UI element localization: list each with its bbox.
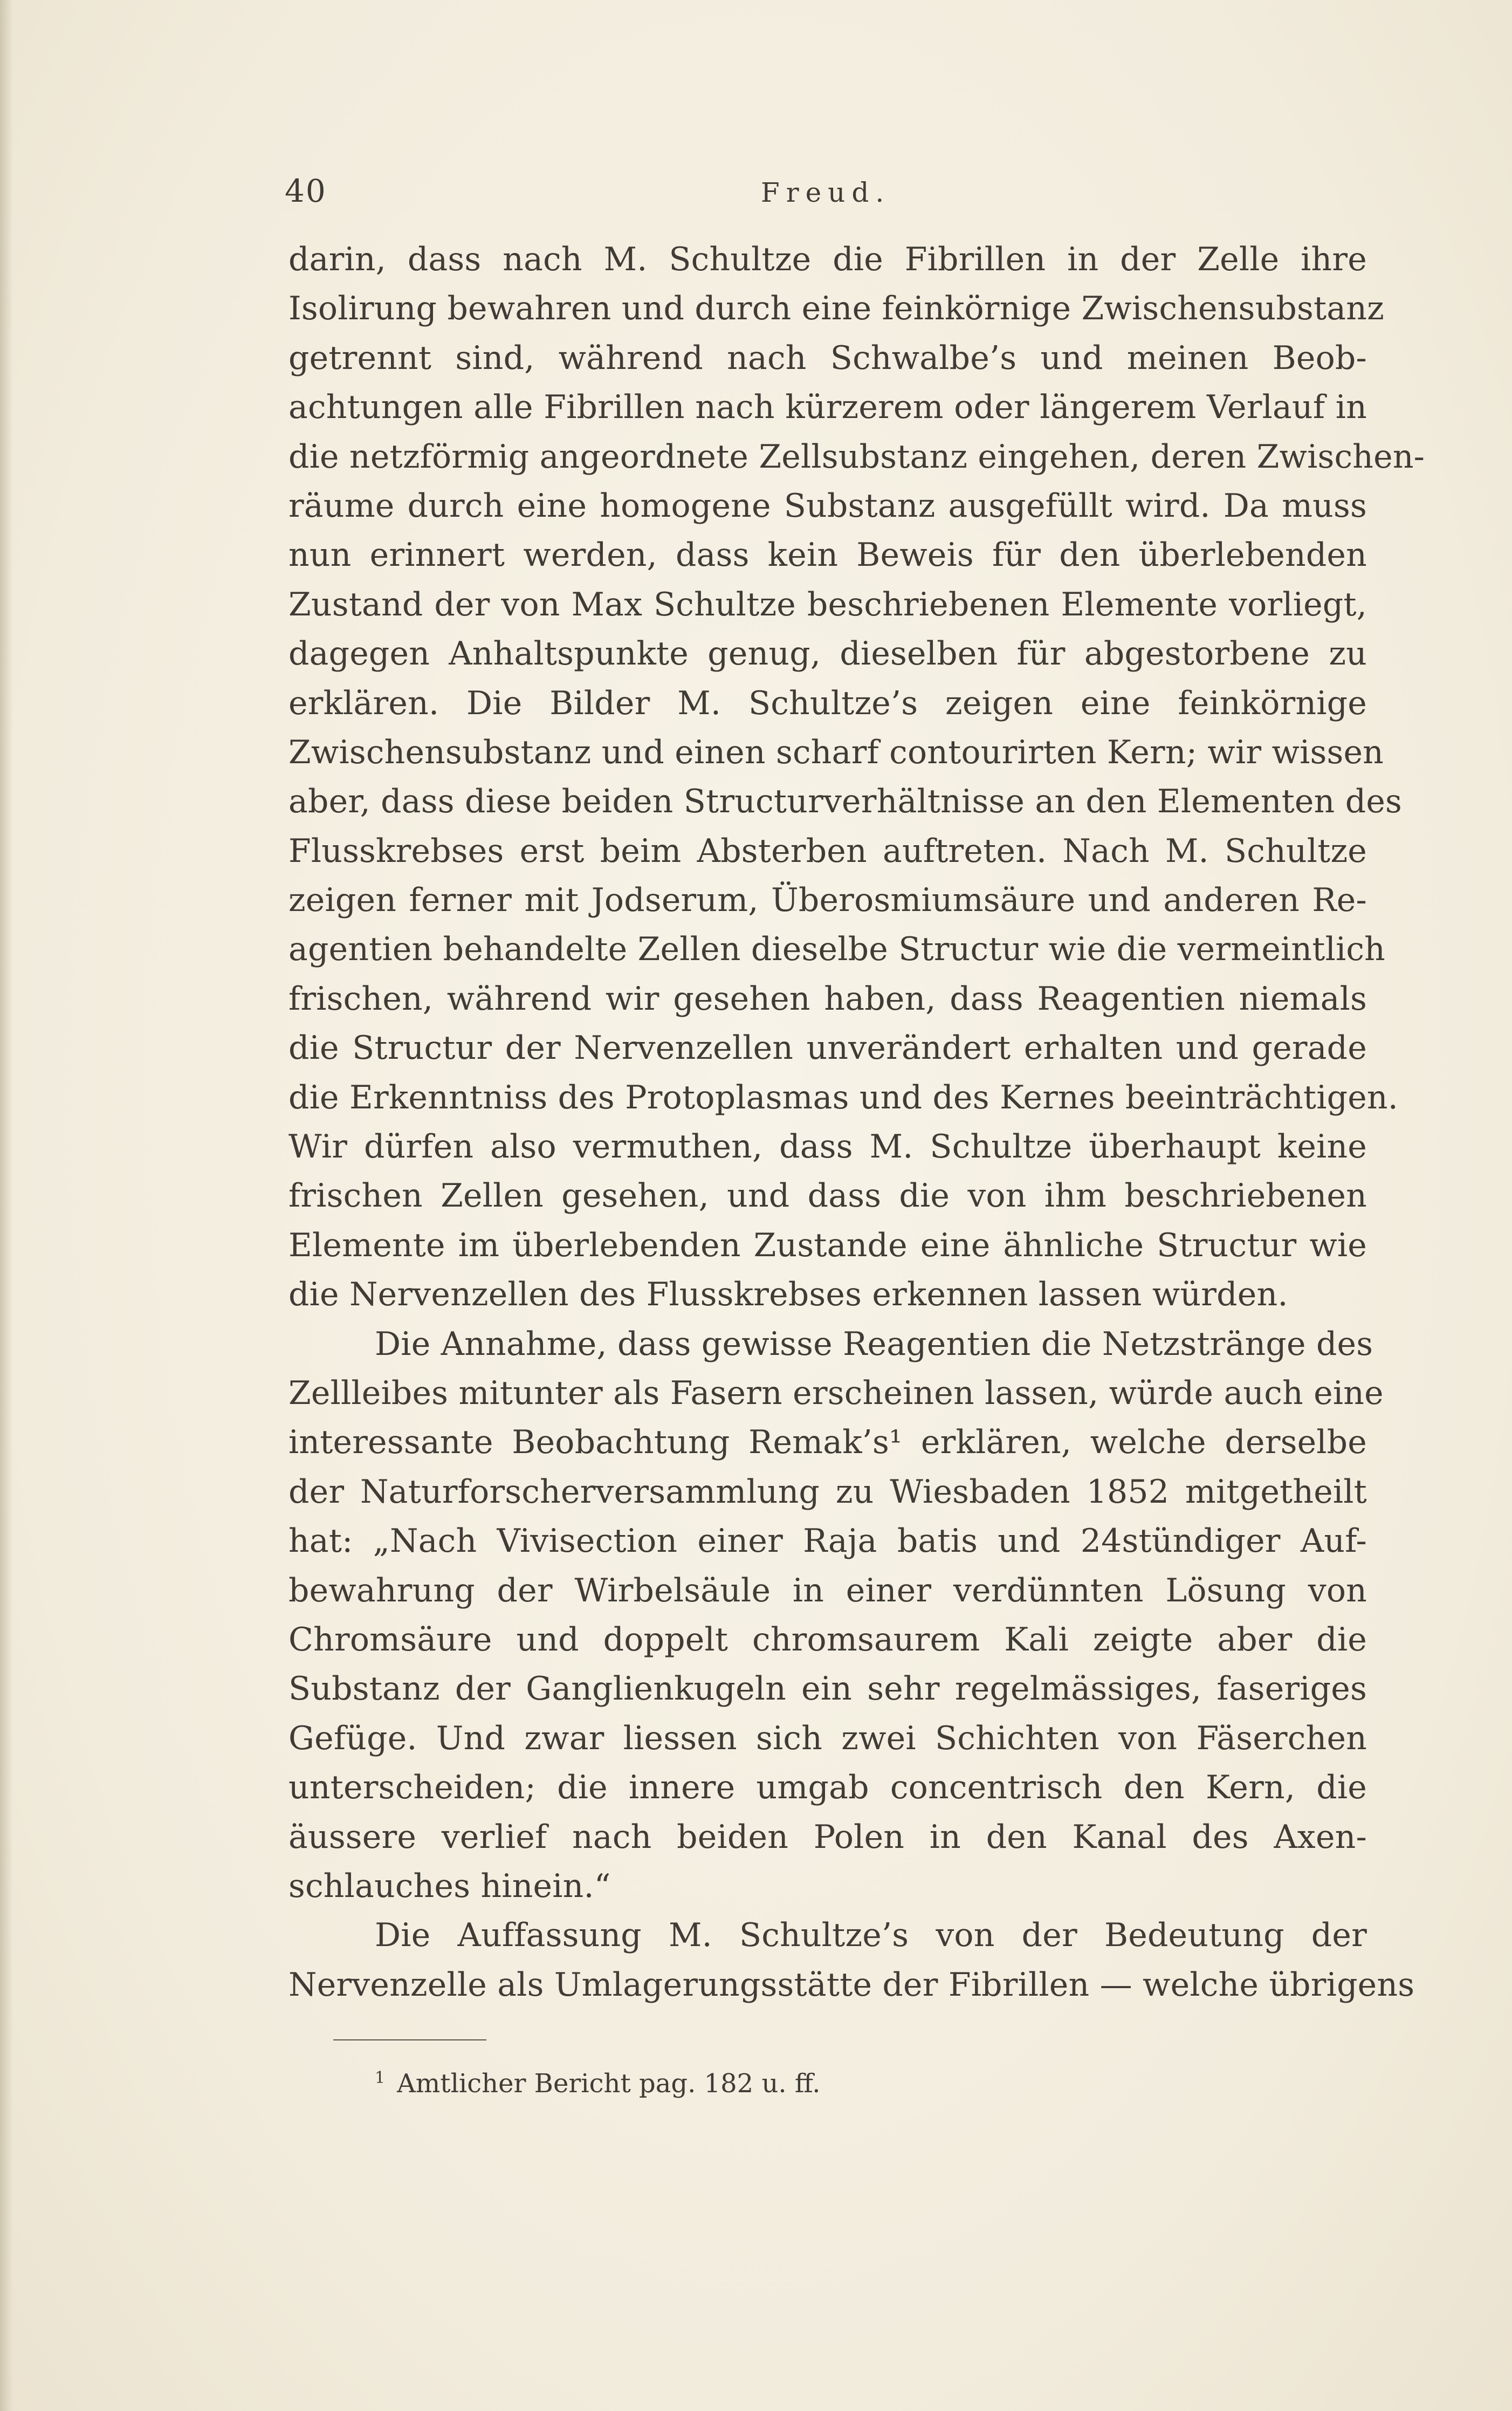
running-head: Freud. <box>761 177 891 208</box>
text-line: Die Auffassung M. Schultze’s von der Bedeutung der <box>375 1916 1367 1955</box>
footnote-mark: 1 <box>375 2068 386 2087</box>
text-line: die netzförmig angeordnete Zellsubstanz eingehen, deren Zwischen- <box>288 437 1425 476</box>
footnote <box>375 2068 821 2099</box>
page-number: 40 <box>285 173 327 209</box>
footnote-divider <box>333 2039 486 2040</box>
text-line: Zellleibes mitunter als Fasern erscheinen lassen, würde auch eine <box>288 1374 1384 1412</box>
text-line: agentien behandelte Zellen dieselbe Structur wie die vermeintlich <box>288 930 1386 969</box>
footnote-text: Amtlicher Bericht pag. 182 u. ff. <box>397 2068 821 2099</box>
text-line: Zustand der von Max Schultze beschriebenen Elemente vorliegt, <box>288 585 1367 624</box>
text-line: Isolirung bewahren und durch eine feinkörnige Zwischensubstanz <box>288 290 1384 328</box>
text-line: nun erinnert werden, dass kein Beweis für den überlebenden <box>288 536 1367 574</box>
text-line: Elemente im überlebenden Zustande eine ähnliche Structur wie <box>288 1226 1367 1264</box>
text-line: die Nervenzellen des Flusskrebses erkennen lassen würden. <box>288 1276 1288 1314</box>
text-line: schlauches hinein.“ <box>288 1867 611 1905</box>
text-line: frischen, während wir gesehen haben, dass Reagentien niemals <box>288 980 1367 1018</box>
text-line: die Structur der Nervenzellen unverändert erhalten und gerade <box>288 1029 1367 1067</box>
text-line: Zwischensubstanz und einen scharf contourirten Kern; wir wissen <box>288 733 1384 771</box>
text-line: erklären. Die Bilder M. Schultze’s zeigen eine feinkörnige <box>288 684 1367 722</box>
text-line: Flusskrebses erst beim Absterben auftreten. Nach M. Schultze <box>288 832 1367 870</box>
text-line: der Naturforscherversammlung zu Wiesbaden 1852 mitgetheilt <box>288 1472 1367 1511</box>
text-line: achtungen alle Fibrillen nach kürzerem oder längerem Verlauf in <box>288 388 1367 427</box>
text-line: getrennt sind, während nach Schwalbe’s und meinen Beob- <box>288 339 1367 377</box>
text-line: Chromsäure und doppelt chromsaurem Kali zeigte aber die <box>288 1620 1367 1659</box>
text-line: hat: „Nach Vivisection einer Raja batis und 24stündiger Auf- <box>288 1522 1367 1560</box>
text-line: dagegen Anhaltspunkte genug, dieselben für abgestorbene zu <box>288 635 1367 673</box>
text-line: Die Annahme, dass gewisse Reagentien die Netzstränge des <box>375 1325 1373 1363</box>
text-line: zeigen ferner mit Jodserum, Überosmiumsäure und anderen Re- <box>288 881 1367 920</box>
text-line: unterscheiden; die innere umgab concentrisch den Kern, die <box>288 1769 1367 1807</box>
body-text <box>288 235 1425 2010</box>
text-line: bewahrung der Wirbelsäule in einer verdünnten Lösung von <box>288 1571 1367 1609</box>
text-line: Substanz der Ganglienkugeln ein sehr regelmässiges, faseriges <box>288 1670 1367 1708</box>
page-header <box>285 173 1374 221</box>
text-line: äussere verlief nach beiden Polen in den Kanal des Axen- <box>288 1818 1367 1856</box>
text-line: räume durch eine homogene Substanz ausgefüllt wird. Da muss <box>288 487 1367 525</box>
text-line: die Erkenntniss des Protoplasmas und des Kernes beeinträchtigen. <box>288 1078 1399 1117</box>
text-line: frischen Zellen gesehen, und dass die von ihm beschriebenen <box>288 1177 1367 1215</box>
text-line: Nervenzelle als Umlagerungsstätte der Fibrillen — welche übrigens <box>288 1965 1415 2004</box>
text-line: interessante Beobachtung Remak’s¹ erklären, welche derselbe <box>288 1423 1367 1462</box>
text-line: darin, dass nach M. Schultze die Fibrillen in der Zelle ihre <box>288 241 1367 278</box>
text-line: Wir dürfen also vermuthen, dass M. Schultze überhaupt keine <box>288 1128 1367 1166</box>
binding-shadow <box>0 0 13 2411</box>
text-line: Gefüge. Und zwar liessen sich zwei Schichten von Fäserchen <box>288 1719 1367 1757</box>
text-line: aber, dass diese beiden Structurverhältnisse an den Elementen des <box>288 783 1403 821</box>
